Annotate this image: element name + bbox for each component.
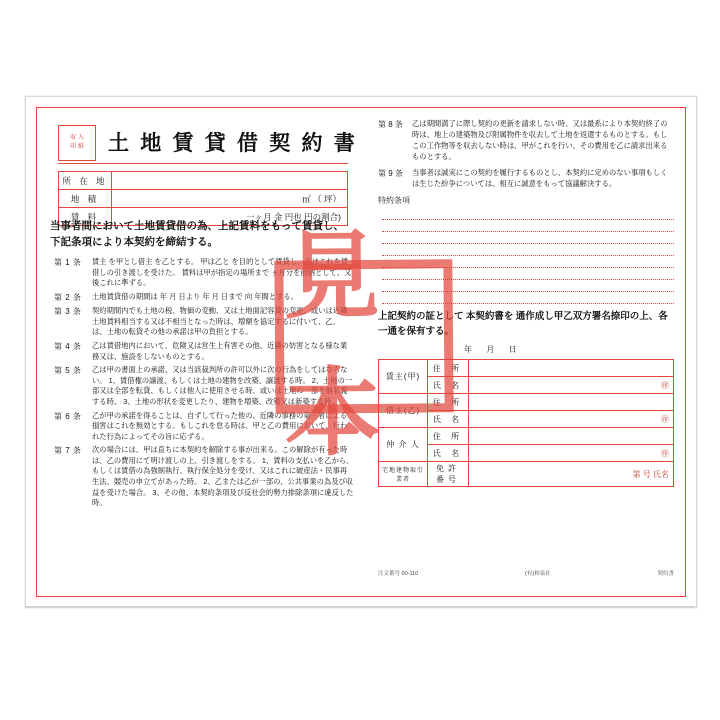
info-label-area: 地 積	[59, 190, 112, 208]
special-terms-label: 特約条項	[378, 195, 410, 205]
article-9	[378, 168, 674, 190]
info-label-location: 所 在 地	[59, 172, 112, 190]
agent-license-key: 免許番号	[428, 462, 469, 487]
article-5-number: 第 5 条	[54, 366, 82, 376]
table-row	[379, 360, 674, 377]
article-4	[54, 341, 354, 362]
lead-paragraph: 当事者間において土地賃貸借の為、上記賃料をもって賃貸し、下記条項により本契約を締結する。	[50, 221, 344, 248]
bottom-divider	[25, 606, 695, 607]
info-label-rent: 賃 料	[59, 208, 112, 226]
article-2-body: 土地賃貸借の期間は 年 月 日より 年 月 日まで 向 年間とする。	[92, 291, 298, 301]
signature-key-name: 氏 名	[428, 377, 469, 394]
article-5-body: 乙は甲の書面上の承諾、又は当該裁判所の許可以外に次の行為をしてはならない。 1、賃借権の譲渡、もしくは土地の建物を改築、譲渡する時。 2、土地の一部又は全部を転貸、もしくは他人に使用させる時、或いは土地の一部を他名義する時。 3、土地の形状を変更したり、建物を増築、改築又は新築する時。	[92, 365, 353, 406]
signature-table	[378, 359, 674, 487]
signature-value-address[interactable]	[469, 360, 674, 377]
signature-key-name: 氏 名	[428, 445, 469, 462]
signature-party-lessee: 借主(乙)	[379, 394, 428, 428]
table-row	[59, 190, 348, 208]
special-terms-line[interactable]	[382, 208, 674, 220]
special-terms-lines[interactable]	[382, 208, 674, 304]
article-6-body: 乙が甲の承諾を得ることは、自ずして行った他の、近隣の事務の第三者による損害はこれを無効とする。もしこれを怠る時は、甲と乙の費用において、行われた行為によってその旨に応ずる。	[92, 410, 348, 441]
article-8	[378, 119, 674, 163]
article-9-number: 第 9 条	[378, 168, 403, 178]
signature-key-name: 氏 名	[428, 411, 469, 428]
special-terms-line[interactable]	[382, 280, 674, 292]
signature-key-address: 住 所	[428, 428, 469, 445]
footer-form-type: 契約書	[657, 571, 674, 577]
sample-stamp: 見本	[274, 259, 453, 414]
title-divider	[58, 163, 348, 164]
info-value-rent[interactable]: 一ヶ月 金 円也 円の割合)	[112, 208, 348, 226]
signature-value-name[interactable]: ㊞	[469, 411, 674, 428]
signature-party-broker: 仲 介 人	[379, 428, 428, 462]
footer-note	[378, 569, 674, 577]
table-row	[379, 394, 674, 411]
article-1-body: 賃主 を甲とし借主 を乙とする。 甲は乙と を目的として賃貸し、乙はこれを賃借しの引き渡しを受けた。 賃料は甲が指定の場所まで ヶ月分を前納として、又後これに準ずる。	[92, 257, 352, 288]
article-3-number: 第 3 条	[54, 307, 82, 317]
article-6	[54, 411, 354, 443]
special-terms-line[interactable]	[382, 292, 674, 304]
contract-sheet	[25, 96, 697, 608]
articles-left-column	[54, 257, 354, 512]
article-3	[54, 306, 354, 338]
article-1-number: 第 1 条	[54, 258, 82, 267]
article-2	[54, 292, 354, 304]
article-4-body: 乙は賃借地内において、危険又は営生上有害その他、近隣の妨害となる様な業務又は、施設をしないものとする。	[92, 341, 348, 361]
revenue-stamp-line-2: 印 紙	[70, 144, 84, 150]
agent-license-label: 宅地建物取引業者	[379, 462, 428, 487]
closing-paragraph: 上記契約の証として 本契約書を 通作成し甲乙双方署名捺印の上、各一通を保有する。	[378, 311, 668, 337]
info-value-area[interactable]: ㎡ （ 坪）	[112, 190, 348, 208]
property-info-table	[58, 171, 348, 226]
article-8-number: 第 8 条	[378, 120, 403, 129]
signature-party-lessor: 賃主(甲)	[379, 360, 428, 394]
signature-value-address[interactable]	[469, 428, 674, 445]
info-value-location[interactable]	[112, 172, 348, 190]
article-1	[54, 257, 354, 289]
footer-order-number: 注文番号 00-110	[378, 571, 419, 577]
footer-publisher: (有)和泉社	[525, 571, 551, 577]
article-9-body: 当事者は誠実にこの契約を履行するものとし、本契約に定めのない事項もしくは生じた紛争については、相互に誠意をもって協議解決する。	[412, 167, 668, 188]
table-row	[379, 462, 674, 487]
signature-key-address: 住 所	[428, 360, 469, 377]
table-row	[59, 172, 348, 190]
signature-value-name[interactable]: ㊞	[469, 445, 674, 462]
special-terms-line[interactable]	[382, 256, 674, 268]
agent-license-value[interactable]: 第 号 氏名	[469, 462, 674, 487]
article-5	[54, 365, 354, 407]
special-terms-line[interactable]	[382, 244, 674, 256]
article-7-body: 次の場合には、甲は直ちに本契約を解除する事が出来る。この解除が有った時は、乙の費用にて明け渡しの上、引き渡しをする。 1、賃料の支払いを乙から、もしくは賃借の為強制執行、執行保全処分を受け、又はこれに破産法・民事再生法、競売の申立てがあった時。 2、乙または乙が一部の、公共事業の為及び収益を受けた場合。 3、その他、本契約条項及び反社会的勢力排除条項に違反した時。	[92, 445, 354, 508]
special-terms-line[interactable]	[382, 220, 674, 232]
article-3-body: 契約期間内でも土地の税、物価の変動、又は土地面記容貸の変更、或いは近隣土地賃料相当する又は不相当となった時は、増額を協定するに付いて、乙、は、土地の転貸その他の承諾は甲の負担とする。	[92, 306, 348, 337]
page-title: 土 地 賃 貸 借 契 約 書	[108, 131, 358, 155]
revenue-stamp-line-1: 収 入	[70, 135, 84, 141]
articles-right-column	[378, 119, 674, 487]
signature-key-address: 住 所	[428, 394, 469, 411]
table-row	[379, 428, 674, 445]
article-7-number: 第 7 条	[54, 446, 82, 456]
special-terms-line[interactable]	[382, 232, 674, 244]
article-7	[54, 445, 354, 508]
article-6-number: 第 6 条	[54, 411, 82, 421]
revenue-stamp-box	[58, 125, 96, 161]
special-terms-line[interactable]	[382, 268, 674, 280]
article-2-number: 第 2 条	[54, 292, 82, 302]
date-line[interactable]: 年 月 日	[464, 345, 523, 354]
signature-value-address[interactable]	[469, 394, 674, 411]
article-4-number: 第 4 条	[54, 342, 82, 352]
article-8-body: 乙は期間満了に際し契約の更新を請求しない時、又は最系により本契約終了の時は、地上の建築物及び附属物件を収去して土地を返還するものとする。もしこの工作物等を収去しない時は、甲がこれを行い、その費用を乙に請求出来るものとする。	[412, 119, 668, 161]
signature-value-name[interactable]: ㊞	[469, 377, 674, 394]
